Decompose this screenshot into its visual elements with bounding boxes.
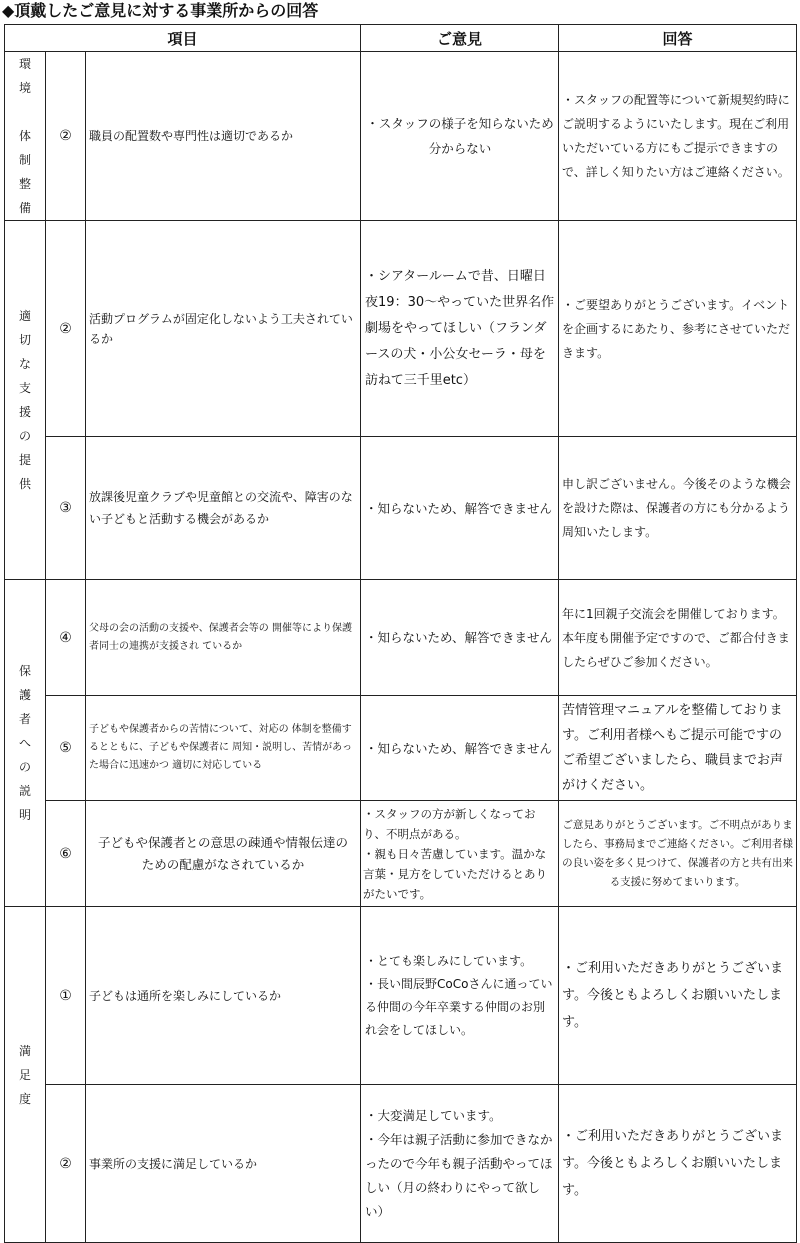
- opinion-text: ・知らないため、解答できません: [361, 580, 559, 696]
- opinion-text: ・スタッフの方が新しくなっており、不明点がある。 ・親も日々苦慮しています。温かな言葉・見方をしていただけるとありがたいです。: [361, 801, 559, 907]
- item-text: 職員の配置数や専門性は適切であるか: [86, 52, 361, 221]
- item-text: 父母の会の活動の支援や、保護者会等の 開催等により保護者同士の連携が支援され ているか: [86, 580, 361, 696]
- document-title: ◆頂戴したご意見に対する事業所からの回答: [2, 1, 319, 20]
- answer-text: ・ご利用いただきありがとうございます。今後ともよろしくお願いいたします。: [559, 1085, 797, 1243]
- opinion-text: ・とても楽しみにしています。 ・長い間辰野CoCoさんに通っている仲間の今年卒業する仲間のお別れ会をしてほしい。: [361, 907, 559, 1085]
- answer-text: 申し訳ございません。今後そのような機会を設けた際は、保護者の方にも分かるよう周知いたします。: [559, 437, 797, 580]
- item-number: ⑥: [46, 801, 86, 907]
- category-support: 適 切 な 支 援 の 提 供: [5, 221, 46, 580]
- answer-text: ・スタッフの配置等について新規契約時にご説明するようにいたします。現在ご利用いただいている方にもご提示できますので、詳しく知りたい方はご連絡ください。: [559, 52, 797, 221]
- item-text: 活動プログラムが固定化しないよう工夫されているか: [86, 221, 361, 437]
- table-row: [5, 1085, 797, 1243]
- item-number: ②: [46, 52, 86, 221]
- table-row: [5, 580, 797, 696]
- answer-text: ご意見ありがとうございます。ご不明点がありましたら、事務局までご連絡ください。ご利用者様の良い姿を多く見つけて、保護者の方と共有出来る支援に努めてまいります。: [559, 801, 797, 907]
- item-number: ①: [46, 907, 86, 1085]
- table-row: [5, 907, 797, 1085]
- category-environment: 環 境 体 制 整 備: [5, 52, 46, 221]
- item-text: 子どもや保護者からの苦情について、対応の 体制を整備するとともに、子どもや保護者に 周知・説明し、苦情があった場合に迅速かつ 適切に対応している: [86, 696, 361, 801]
- table-row: [5, 52, 797, 221]
- item-text: 子どもは通所を楽しみにしているか: [86, 907, 361, 1085]
- item-text: 事業所の支援に満足しているか: [86, 1085, 361, 1243]
- opinion-text: ・大変満足しています。 ・今年は親子活動に参加できなかったので今年も親子活動やってほしい（月の終わりにやって欲しい）: [361, 1085, 559, 1243]
- category-explanation: 保 護 者 へ の 説 明: [5, 580, 46, 907]
- opinion-text: ・スタッフの様子を知らないため分からない: [361, 52, 559, 221]
- header-item: 項目: [5, 25, 361, 52]
- item-text: 放課後児童クラブや児童館との交流や、障害のない子どもと活動する機会があるか: [86, 437, 361, 580]
- answer-text: ・ご利用いただきありがとうございます。今後ともよろしくお願いいたします。: [559, 907, 797, 1085]
- item-number: ④: [46, 580, 86, 696]
- answer-text: 年に1回親子交流会を開催しております。本年度も開催予定ですので、ご都合付きましたらぜひご参加ください。: [559, 580, 797, 696]
- item-text: 子どもや保護者との意思の疎通や情報伝達のための配慮がなされているか: [86, 801, 361, 907]
- opinion-text: ・シアタールームで昔、日曜日夜19：30～やっていた世界名作劇場をやってほしい（フランダースの犬・小公女セーラ・母を訪ねて三千里etc）: [361, 221, 559, 437]
- answer-text: ・ご要望ありがとうございます。イベントを企画するにあたり、参考にさせていただきます。: [559, 221, 797, 437]
- item-number: ②: [46, 1085, 86, 1243]
- header-opinion: ご意見: [361, 25, 559, 52]
- survey-response-table: [4, 24, 797, 1243]
- table-row: [5, 221, 797, 437]
- table-row: [5, 696, 797, 801]
- table-row: [5, 801, 797, 907]
- item-number: ②: [46, 221, 86, 437]
- item-number: ③: [46, 437, 86, 580]
- category-satisfaction: 満 足 度: [5, 907, 46, 1243]
- item-number: ⑤: [46, 696, 86, 801]
- table-row: [5, 437, 797, 580]
- opinion-text: ・知らないため、解答できません: [361, 696, 559, 801]
- header-answer: 回答: [559, 25, 797, 52]
- table-header-row: [5, 25, 797, 52]
- opinion-text: ・知らないため、解答できません: [361, 437, 559, 580]
- answer-text: 苦情管理マニュアルを整備しております。ご利用者様へもご提示可能ですのご希望ございましたら、職員までお声がけください。: [559, 696, 797, 801]
